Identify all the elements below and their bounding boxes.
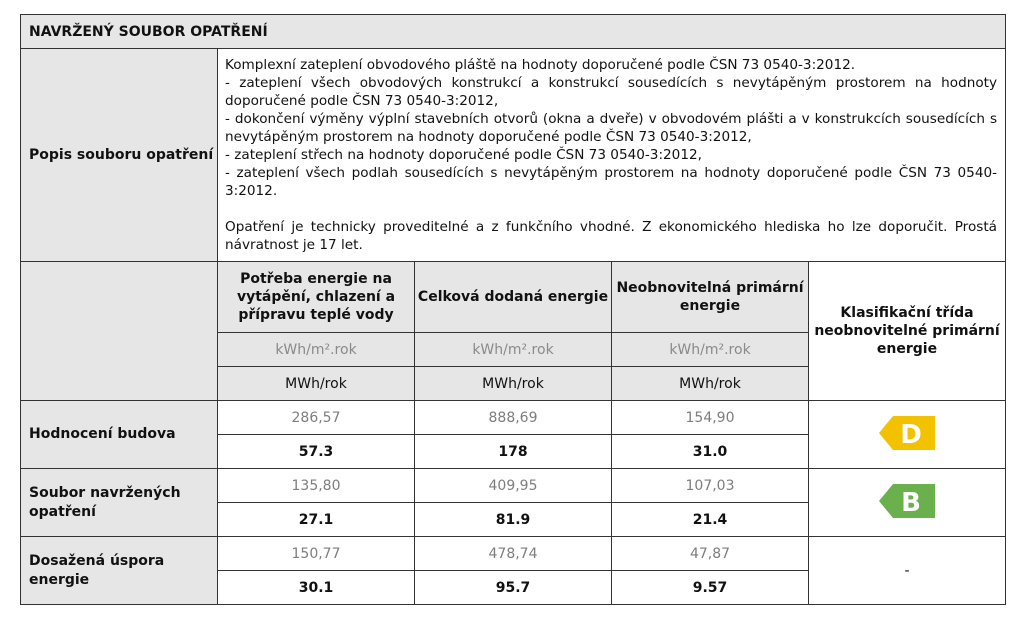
row-label-building: Hodnocení budova [21, 401, 218, 469]
description-line: - zateplení střech na hodnoty doporučené podle ČSN 73 0540-3:2012, [225, 147, 702, 163]
value-specific: 47,87 [612, 537, 809, 571]
value-total: 81.9 [415, 503, 612, 537]
row-label-measures: Soubor navržených opatření [21, 469, 218, 537]
value-total: 27.1 [218, 503, 415, 537]
value-specific: 135,80 [218, 469, 415, 503]
column-header-energy-need: Potřeba energie na vytápění, chlazení a přípravu teplé vody [218, 262, 415, 333]
value-specific: 888,69 [415, 401, 612, 435]
description-line: - zateplení všech podlah sousedících s nevytápěným prostorem na hodnoty doporučené podle ČSN 73 0540-3:2012. [225, 165, 998, 199]
column-header-primary-energy: Neobnovitelná primární energie [612, 262, 809, 333]
class-cell-savings: - [809, 537, 1006, 605]
table-title: NAVRŽENÝ SOUBOR OPATŘENÍ [21, 15, 1006, 49]
measures-table [20, 14, 1006, 605]
description-conclusion: Opatření je technicky proveditelné a z funkčního vhodné. Z ekonomického hlediska ho lze doporučit. Prostá návratnost je 17 let. [225, 219, 998, 253]
value-specific: 286,57 [218, 401, 415, 435]
energy-class-b-badge [879, 481, 935, 521]
value-specific: 154,90 [612, 401, 809, 435]
class-b-letter: B [901, 487, 921, 518]
column-header-delivered-energy: Celková dodaná energie [415, 262, 612, 333]
value-specific: 150,77 [218, 537, 415, 571]
class-header: Klasifikační třída neobnovitelné primární energie [809, 262, 1006, 401]
unit-total: MWh/rok [415, 367, 612, 401]
header-empty-cell [21, 262, 218, 401]
unit-total: MWh/rok [218, 367, 415, 401]
class-cell-building [809, 401, 1006, 469]
value-total: 30.1 [218, 571, 415, 605]
unit-specific: kWh/m².rok [612, 333, 809, 367]
description-line: Komplexní zateplení obvodového pláště na hodnoty doporučené podle ČSN 73 0540-3:2012. [225, 57, 856, 73]
value-total: 21.4 [612, 503, 809, 537]
class-cell-measures [809, 469, 1006, 537]
unit-specific: kWh/m².rok [218, 333, 415, 367]
value-total: 57.3 [218, 435, 415, 469]
value-specific: 478,74 [415, 537, 612, 571]
energy-class-d-badge [879, 413, 935, 453]
description-label: Popis souboru opatření [21, 49, 218, 262]
description-line: - dokončení výměny výplní stavebních otvorů (okna a dveře) v obvodovém plášti a v konstrukcích sousedících s nevytápěným prostorem na hodnoty doporučené podle ČSN 73 0540-3:2012, [225, 111, 998, 145]
row-label-savings: Dosažená úspora energie [21, 537, 218, 605]
unit-total: MWh/rok [612, 367, 809, 401]
value-total: 178 [415, 435, 612, 469]
value-total: 95.7 [415, 571, 612, 605]
class-d-letter: D [900, 419, 922, 450]
value-specific: 107,03 [612, 469, 809, 503]
value-total: 31.0 [612, 435, 809, 469]
description-line: - zateplení všech obvodových konstrukcí a konstrukcí sousedících s nevytápěným prostorem na hodnoty doporučené podle ČSN 73 0540-3:2012, [225, 75, 998, 109]
description-text [218, 49, 1006, 262]
value-specific: 409,95 [415, 469, 612, 503]
value-total: 9.57 [612, 571, 809, 605]
unit-specific: kWh/m².rok [415, 333, 612, 367]
